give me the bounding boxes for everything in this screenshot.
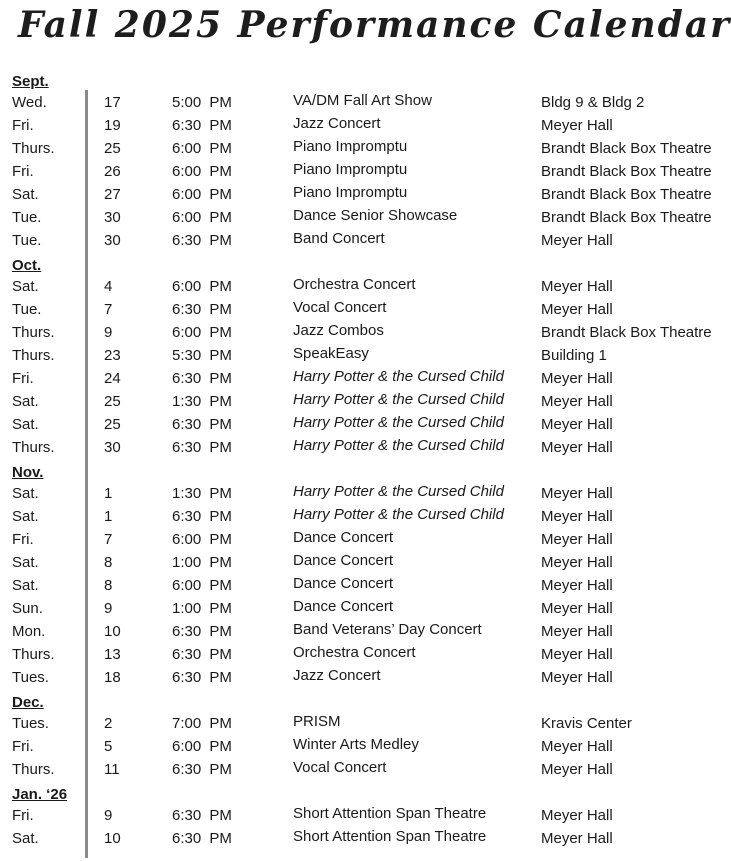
month-label: Jan. ‘26	[12, 786, 68, 803]
event-day: Fri.	[12, 807, 34, 824]
event-venue: Meyer Hall	[541, 370, 613, 387]
month-label: Sept.	[12, 73, 49, 90]
event-date: 2	[104, 715, 113, 732]
event-venue: Meyer Hall	[541, 830, 613, 847]
event-day: Thurs.	[12, 646, 55, 663]
event-name: Harry Potter & the Cursed Child	[293, 437, 504, 454]
event-row	[0, 666, 731, 689]
event-time: 1:00 PM	[172, 554, 232, 571]
event-day: Sat.	[12, 830, 39, 847]
event-name: Short Attention Span Theatre	[293, 805, 487, 822]
event-time: 6:30 PM	[172, 439, 232, 456]
event-time: 5:30 PM	[172, 347, 232, 364]
event-date: 17	[104, 94, 121, 111]
event-venue: Meyer Hall	[541, 232, 613, 249]
event-date: 25	[104, 416, 121, 433]
event-time: 6:00 PM	[172, 738, 232, 755]
event-row	[0, 413, 731, 436]
event-date: 27	[104, 186, 121, 203]
event-time: 6:30 PM	[172, 416, 232, 433]
event-name: Short Attention Span Theatre	[293, 828, 487, 845]
event-row	[0, 114, 731, 137]
event-day: Fri.	[12, 531, 34, 548]
event-venue: Meyer Hall	[541, 600, 613, 617]
event-row	[0, 712, 731, 735]
event-venue: Meyer Hall	[541, 531, 613, 548]
event-name: Orchestra Concert	[293, 276, 416, 293]
event-date: 19	[104, 117, 121, 134]
event-day: Thurs.	[12, 347, 55, 364]
event-time: 6:00 PM	[172, 186, 232, 203]
event-date: 26	[104, 163, 121, 180]
event-time: 6:00 PM	[172, 531, 232, 548]
event-row	[0, 229, 731, 252]
event-venue: Meyer Hall	[541, 738, 613, 755]
event-time: 6:00 PM	[172, 278, 232, 295]
event-venue: Brandt Black Box Theatre	[541, 186, 712, 203]
event-name: Harry Potter & the Cursed Child	[293, 414, 504, 431]
event-row	[0, 367, 731, 390]
event-time: 6:00 PM	[172, 209, 232, 226]
event-time: 6:30 PM	[172, 646, 232, 663]
event-row	[0, 597, 731, 620]
event-name: Orchestra Concert	[293, 644, 416, 661]
event-day: Sat.	[12, 508, 39, 525]
event-date: 10	[104, 830, 121, 847]
event-day: Tue.	[12, 301, 42, 318]
event-date: 13	[104, 646, 121, 663]
event-venue: Meyer Hall	[541, 393, 613, 410]
event-venue: Meyer Hall	[541, 301, 613, 318]
event-day: Sat.	[12, 186, 39, 203]
event-row	[0, 206, 731, 229]
month-header	[0, 68, 731, 91]
event-row	[0, 827, 731, 850]
event-venue: Building 1	[541, 347, 607, 364]
event-name: Vocal Concert	[293, 759, 387, 776]
event-name: Band Veterans’ Day Concert	[293, 621, 482, 638]
event-time: 6:30 PM	[172, 761, 232, 778]
event-name: Dance Concert	[293, 575, 394, 592]
event-name: SpeakEasy	[293, 345, 369, 362]
event-venue: Bldg 9 & Bldg 2	[541, 94, 645, 111]
event-date: 5	[104, 738, 113, 755]
event-venue: Meyer Hall	[541, 807, 613, 824]
event-venue: Meyer Hall	[541, 577, 613, 594]
event-date: 9	[104, 600, 113, 617]
event-time: 6:00 PM	[172, 140, 232, 157]
event-row	[0, 528, 731, 551]
event-name: Vocal Concert	[293, 299, 387, 316]
event-row	[0, 643, 731, 666]
event-row	[0, 482, 731, 505]
event-row	[0, 275, 731, 298]
event-venue: Brandt Black Box Theatre	[541, 140, 712, 157]
event-time: 6:30 PM	[172, 117, 232, 134]
event-day: Fri.	[12, 163, 34, 180]
event-date: 7	[104, 301, 113, 318]
month-header	[0, 252, 731, 275]
event-date: 8	[104, 577, 113, 594]
event-date: 9	[104, 807, 113, 824]
event-name: Dance Concert	[293, 529, 394, 546]
event-date: 9	[104, 324, 113, 341]
event-time: 6:30 PM	[172, 830, 232, 847]
event-venue: Meyer Hall	[541, 416, 613, 433]
event-row	[0, 298, 731, 321]
event-day: Tues.	[12, 715, 49, 732]
event-name: Jazz Concert	[293, 115, 381, 132]
event-day: Fri.	[12, 117, 34, 134]
event-name: Winter Arts Medley	[293, 736, 419, 753]
event-time: 6:00 PM	[172, 577, 232, 594]
event-date: 18	[104, 669, 121, 686]
event-row	[0, 436, 731, 459]
event-date: 11	[104, 761, 120, 778]
event-row	[0, 804, 731, 827]
event-time: 1:30 PM	[172, 485, 232, 502]
event-date: 25	[104, 393, 121, 410]
event-row	[0, 183, 731, 206]
event-row	[0, 91, 731, 114]
event-day: Thurs.	[12, 439, 55, 456]
event-name: PRISM	[293, 713, 341, 730]
event-row	[0, 574, 731, 597]
event-date: 30	[104, 439, 121, 456]
event-name: Dance Senior Showcase	[293, 207, 458, 224]
event-name: Jazz Combos	[293, 322, 384, 339]
event-name: Band Concert	[293, 230, 385, 247]
event-venue: Meyer Hall	[541, 646, 613, 663]
event-time: 5:00 PM	[172, 94, 232, 111]
event-row	[0, 344, 731, 367]
event-day: Sat.	[12, 393, 39, 410]
event-date: 1	[104, 508, 113, 525]
month-header	[0, 781, 731, 804]
event-name: VA/DM Fall Art Show	[293, 92, 432, 109]
event-time: 1:30 PM	[172, 393, 232, 410]
event-venue: Meyer Hall	[541, 278, 613, 295]
month-header	[0, 689, 731, 712]
event-venue: Meyer Hall	[541, 508, 613, 525]
event-time: 6:30 PM	[172, 508, 232, 525]
event-venue: Meyer Hall	[541, 623, 613, 640]
event-day: Sat.	[12, 577, 39, 594]
month-label: Oct.	[12, 257, 42, 274]
event-venue: Meyer Hall	[541, 485, 613, 502]
event-name: Piano Impromptu	[293, 184, 408, 201]
event-name: Piano Impromptu	[293, 161, 408, 178]
event-name: Dance Concert	[293, 552, 394, 569]
event-date: 24	[104, 370, 121, 387]
event-time: 1:00 PM	[172, 600, 232, 617]
event-day: Sat.	[12, 416, 39, 433]
event-day: Thurs.	[12, 140, 55, 157]
event-row	[0, 551, 731, 574]
event-day: Tue.	[12, 232, 42, 249]
schedule-list	[0, 68, 731, 850]
event-time: 6:30 PM	[172, 623, 232, 640]
event-venue: Brandt Black Box Theatre	[541, 324, 712, 341]
event-venue: Brandt Black Box Theatre	[541, 209, 712, 226]
event-time: 7:00 PM	[172, 715, 232, 732]
event-date: 23	[104, 347, 121, 364]
event-name: Piano Impromptu	[293, 138, 408, 155]
event-time: 6:30 PM	[172, 370, 232, 387]
event-name: Harry Potter & the Cursed Child	[293, 506, 504, 523]
event-row	[0, 758, 731, 781]
event-row	[0, 390, 731, 413]
event-date: 4	[104, 278, 113, 295]
event-venue: Brandt Black Box Theatre	[541, 163, 712, 180]
event-venue: Meyer Hall	[541, 439, 613, 456]
event-name: Dance Concert	[293, 598, 394, 615]
event-name: Harry Potter & the Cursed Child	[293, 483, 504, 500]
event-venue: Meyer Hall	[541, 554, 613, 571]
event-date: 1	[104, 485, 113, 502]
event-venue: Meyer Hall	[541, 117, 613, 134]
event-day: Tue.	[12, 209, 42, 226]
event-venue: Meyer Hall	[541, 669, 613, 686]
event-time: 6:30 PM	[172, 232, 232, 249]
month-label: Nov.	[12, 464, 44, 481]
event-row	[0, 160, 731, 183]
event-date: 10	[104, 623, 121, 640]
event-time: 6:00 PM	[172, 324, 232, 341]
event-day: Tues.	[12, 669, 49, 686]
event-row	[0, 505, 731, 528]
event-day: Sat.	[12, 485, 39, 502]
event-row	[0, 321, 731, 344]
event-time: 6:30 PM	[172, 669, 232, 686]
event-time: 6:30 PM	[172, 301, 232, 318]
event-date: 25	[104, 140, 121, 157]
event-day: Sun.	[12, 600, 43, 617]
event-row	[0, 735, 731, 758]
event-day: Fri.	[12, 370, 34, 387]
event-name: Harry Potter & the Cursed Child	[293, 391, 504, 408]
event-row	[0, 137, 731, 160]
event-venue: Meyer Hall	[541, 761, 613, 778]
event-name: Harry Potter & the Cursed Child	[293, 368, 504, 385]
event-day: Sat.	[12, 554, 39, 571]
event-venue: Kravis Center	[541, 715, 632, 732]
event-date: 8	[104, 554, 113, 571]
event-name: Jazz Concert	[293, 667, 381, 684]
event-date: 30	[104, 232, 121, 249]
page-title: Fall 2025 Performance Calendar	[18, 4, 731, 46]
event-day: Fri.	[12, 738, 34, 755]
event-day: Sat.	[12, 278, 39, 295]
event-day: Wed.	[12, 94, 47, 111]
event-time: 6:00 PM	[172, 163, 232, 180]
month-header	[0, 459, 731, 482]
event-day: Mon.	[12, 623, 46, 640]
event-row	[0, 620, 731, 643]
event-day: Thurs.	[12, 761, 55, 778]
event-date: 7	[104, 531, 113, 548]
event-date: 30	[104, 209, 121, 226]
month-label: Dec.	[12, 694, 44, 711]
event-day: Thurs.	[12, 324, 55, 341]
event-time: 6:30 PM	[172, 807, 232, 824]
